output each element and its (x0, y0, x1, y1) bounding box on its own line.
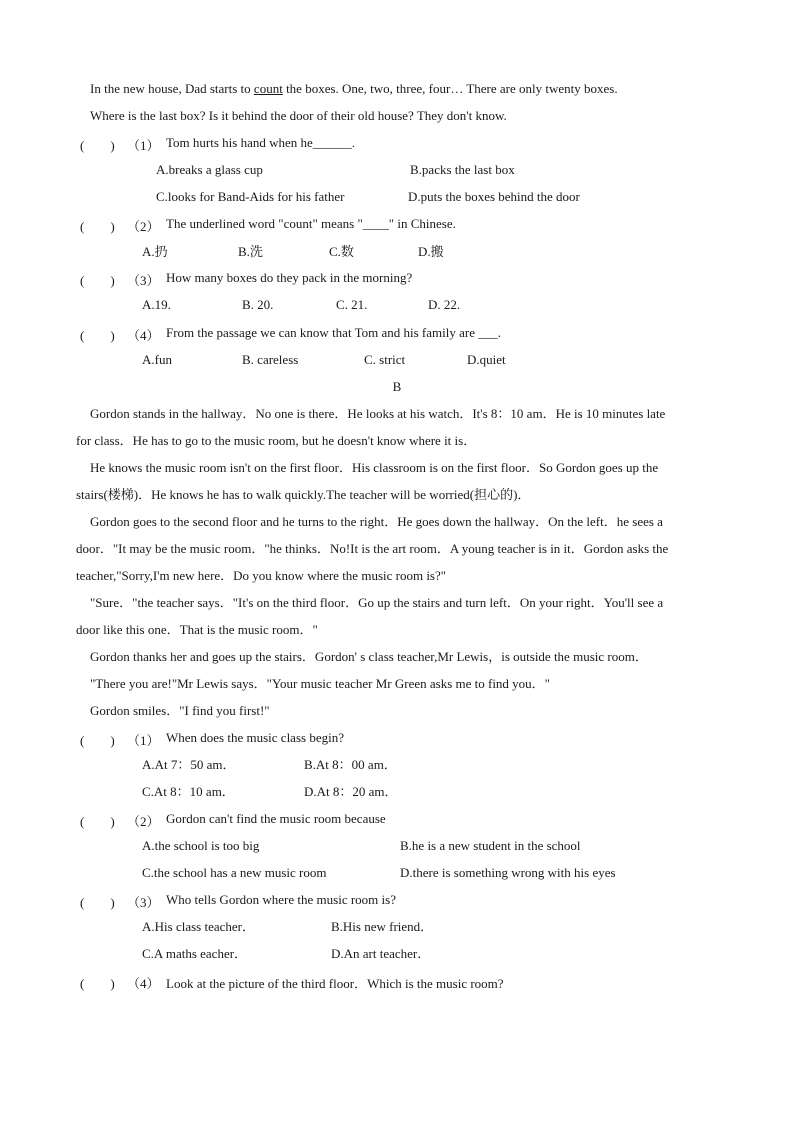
option-a[interactable]: A.His class teacher． (142, 919, 255, 934)
passage-b-line: door like this one．That is the music room．" (76, 622, 318, 637)
option-b[interactable]: B.洗 (238, 244, 263, 259)
question-number: （3） (127, 273, 160, 288)
question-number: （3） (127, 895, 160, 910)
option-b[interactable]: B. careless (242, 352, 299, 367)
passage-b-line: teacher,"Sorry,I'm new here．Do you know where the music room is?" (76, 568, 447, 583)
option-b[interactable]: B.His new friend． (331, 919, 434, 934)
option-c[interactable]: C.the school has a new music room (142, 865, 327, 880)
answer-blank[interactable]: ( ) (80, 219, 115, 234)
option-c[interactable]: C.数 (329, 244, 354, 259)
passage-b-line: Gordon smiles．"I find you first!" (90, 703, 270, 718)
answer-blank[interactable]: ( ) (80, 138, 115, 153)
option-b[interactable]: B.At 8：00 am． (304, 757, 397, 772)
option-a[interactable]: A.fun (142, 352, 172, 367)
option-c[interactable]: C.At 8：10 am． (142, 784, 235, 799)
question-text: The underlined word "count" means "____" in Chinese. (166, 216, 456, 231)
question-text: Tom hurts his hand when he______. (166, 135, 356, 150)
answer-blank[interactable]: ( ) (80, 733, 115, 748)
passage-b-line: Gordon goes to the second floor and he turns to the right．He goes down the hallway．On the left．he sees a (90, 514, 663, 529)
option-c[interactable]: C. 21. (336, 297, 368, 312)
option-d[interactable]: D.puts the boxes behind the door (408, 189, 580, 204)
passage-b-line: "There you are!"Mr Lewis says．"Your music teacher Mr Green asks me to find you．" (90, 676, 550, 691)
option-d[interactable]: D.At 8：20 am． (304, 784, 398, 799)
option-b[interactable]: B. 20. (242, 297, 274, 312)
question-number: （4） (127, 976, 160, 991)
passage-b-line: Gordon stands in the hallway．No one is there．He looks at his watch．It's 8：10 am．He is 10 minutes late (90, 406, 666, 421)
option-c[interactable]: C. strict (364, 352, 406, 367)
option-b[interactable]: B.packs the last box (410, 162, 515, 177)
question-number: （2） (127, 814, 160, 829)
option-a[interactable]: A.19. (142, 297, 171, 312)
option-d[interactable]: D. 22. (428, 297, 461, 312)
option-c[interactable]: C.A maths eacher． (142, 946, 248, 961)
option-c[interactable]: C.looks for Band-Aids for his father (156, 189, 345, 204)
underlined-word: count (253, 81, 283, 96)
option-b[interactable]: B.he is a new student in the school (400, 838, 581, 853)
passage-b-line: stairs(楼梯)．He knows he has to walk quickly.The teacher will be worried(担心的)． (76, 487, 531, 502)
option-d[interactable]: D.there is something wrong with his eyes (400, 865, 616, 880)
passage-b-line: for class．He has to go to the music room, but he doesn't know where it is． (76, 433, 477, 448)
answer-blank[interactable]: ( ) (80, 273, 115, 288)
question-number: （4） (127, 328, 160, 343)
option-a[interactable]: A.the school is too big (142, 838, 260, 853)
passage-text: the boxes. One, two, three, four… There are only twenty boxes. (282, 81, 618, 96)
question-number: （2） (127, 219, 160, 234)
question-text: How many boxes do they pack in the morning? (166, 270, 413, 285)
question-text: Look at the picture of the third floor．Which is the music room? (166, 976, 504, 991)
question-text: Gordon can't find the music room because (166, 811, 386, 826)
passage-a-line-1 (90, 81, 618, 97)
question-number: （1） (127, 138, 160, 153)
passage-a-line-2: Where is the last box? Is it behind the door of their old house? They don't know. (90, 108, 507, 123)
option-a[interactable]: A.扔 (142, 244, 168, 259)
question-text: From the passage we can know that Tom and his family are ___. (166, 325, 501, 340)
answer-blank[interactable]: ( ) (80, 895, 115, 910)
answer-blank[interactable]: ( ) (80, 328, 115, 343)
option-a[interactable]: A.breaks a glass cup (156, 162, 263, 177)
option-a[interactable]: A.At 7：50 am． (142, 757, 236, 772)
passage-b-line: Gordon thanks her and goes up the stairs．Gordon' s class teacher,Mr Lewis，is outside the music room． (90, 649, 648, 664)
passage-b-line: "Sure．"the teacher says．"It's on the third floor．Go up the stairs and turn left．On your right．You'll see a (90, 595, 664, 610)
passage-text: In the new house, Dad starts to (90, 81, 254, 96)
option-d[interactable]: D.quiet (467, 352, 506, 367)
option-d[interactable]: D.An art teacher． (331, 946, 431, 961)
passage-b-line: door．"It may be the music room．"he thinks．No!It is the art room．A young teacher is in it．Gordon asks the (76, 541, 669, 556)
question-number: （1） (127, 733, 160, 748)
answer-blank[interactable]: ( ) (80, 976, 115, 991)
passage-b-line: He knows the music room isn't on the first floor．His classroom is on the first floor．So Gordon goes up the (90, 460, 659, 475)
option-d[interactable]: D.搬 (418, 244, 444, 259)
section-heading: B (392, 379, 402, 394)
answer-blank[interactable]: ( ) (80, 814, 115, 829)
question-text: Who tells Gordon where the music room is? (166, 892, 396, 907)
question-text: When does the music class begin? (166, 730, 344, 745)
